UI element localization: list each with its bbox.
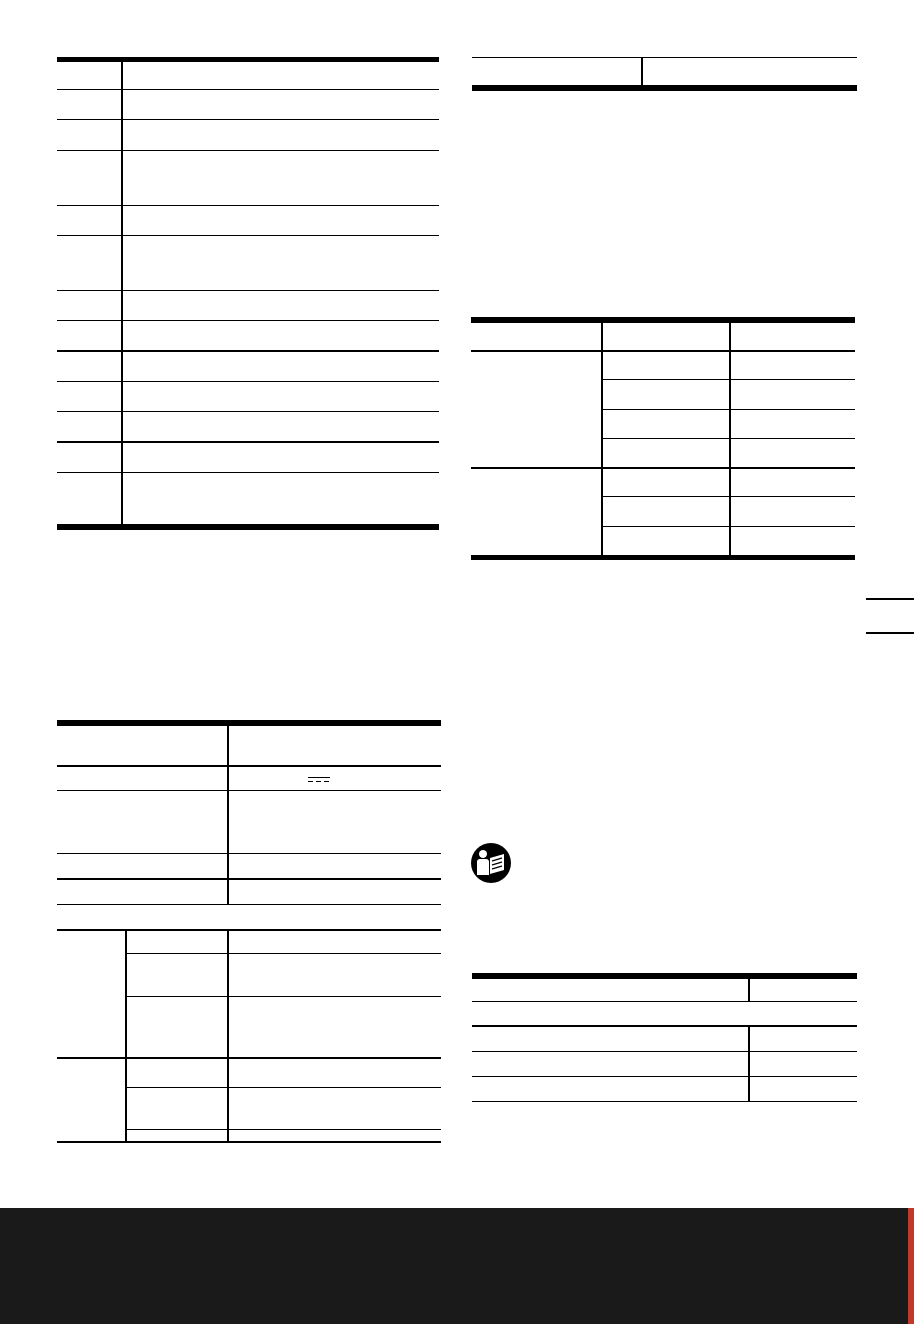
table-row-rule	[471, 467, 855, 469]
table-row-rule	[57, 119, 439, 120]
table-bottom-rule	[57, 524, 439, 530]
table-row-rule	[601, 438, 855, 439]
footer-accent-edge	[908, 1208, 914, 1324]
table-group-divider	[125, 931, 127, 1142]
table-row-rule	[472, 1001, 857, 1002]
table-row-rule	[57, 765, 441, 767]
table-row-rule	[601, 526, 855, 527]
table-row-rule	[57, 853, 441, 854]
table-row-rule	[57, 150, 439, 151]
table-column-divider	[729, 323, 731, 556]
table-column-divider	[748, 979, 750, 1002]
read-manual-icon	[470, 842, 512, 884]
table-column-divider	[748, 1027, 750, 1101]
table-row-rule	[601, 409, 855, 410]
table-row-rule	[57, 878, 441, 880]
side-tab-rule	[866, 598, 914, 600]
table-row-rule	[57, 320, 439, 321]
table-row-rule	[125, 1087, 441, 1088]
table-row-rule	[472, 1051, 857, 1052]
table-top-rule	[57, 720, 441, 726]
table-column-divider	[121, 62, 123, 524]
table-row-rule	[57, 290, 439, 291]
table-row-rule	[57, 205, 439, 206]
footer-bar	[0, 1208, 914, 1324]
table-bottom-rule	[471, 555, 855, 560]
table-row-rule	[57, 790, 441, 791]
table-row-rule	[57, 350, 439, 352]
table-row-rule	[57, 472, 439, 473]
table-row-rule	[57, 89, 439, 90]
table-row-rule	[57, 411, 439, 412]
table-row-rule	[601, 379, 855, 380]
table-column-divider	[641, 58, 643, 85]
table-bottom-rule	[57, 1141, 441, 1143]
table-row-rule	[125, 953, 441, 954]
table-bottom-rule	[472, 85, 857, 91]
table-row-rule	[57, 381, 439, 382]
table-top-rule	[57, 57, 439, 62]
table-top-rule	[472, 57, 857, 58]
table-row-rule	[57, 1057, 441, 1059]
table-column-divider	[601, 323, 603, 556]
table-row-rule	[472, 1076, 857, 1077]
table-column-divider	[227, 931, 229, 1142]
table-row-rule	[472, 1025, 857, 1027]
table-bottom-rule	[472, 1101, 857, 1102]
side-tab-rule	[866, 632, 914, 634]
table-row-rule	[57, 904, 441, 905]
dc-current-symbol	[308, 777, 330, 785]
table-row-rule	[125, 996, 441, 997]
table-row-rule	[57, 235, 439, 236]
table-row-rule	[471, 350, 855, 352]
table-row-rule	[601, 496, 855, 497]
table-top-rule	[472, 973, 857, 979]
table-row-rule	[57, 929, 441, 931]
table-top-rule	[471, 317, 855, 323]
table-row-rule	[125, 1129, 441, 1130]
table-row-rule	[57, 441, 439, 443]
